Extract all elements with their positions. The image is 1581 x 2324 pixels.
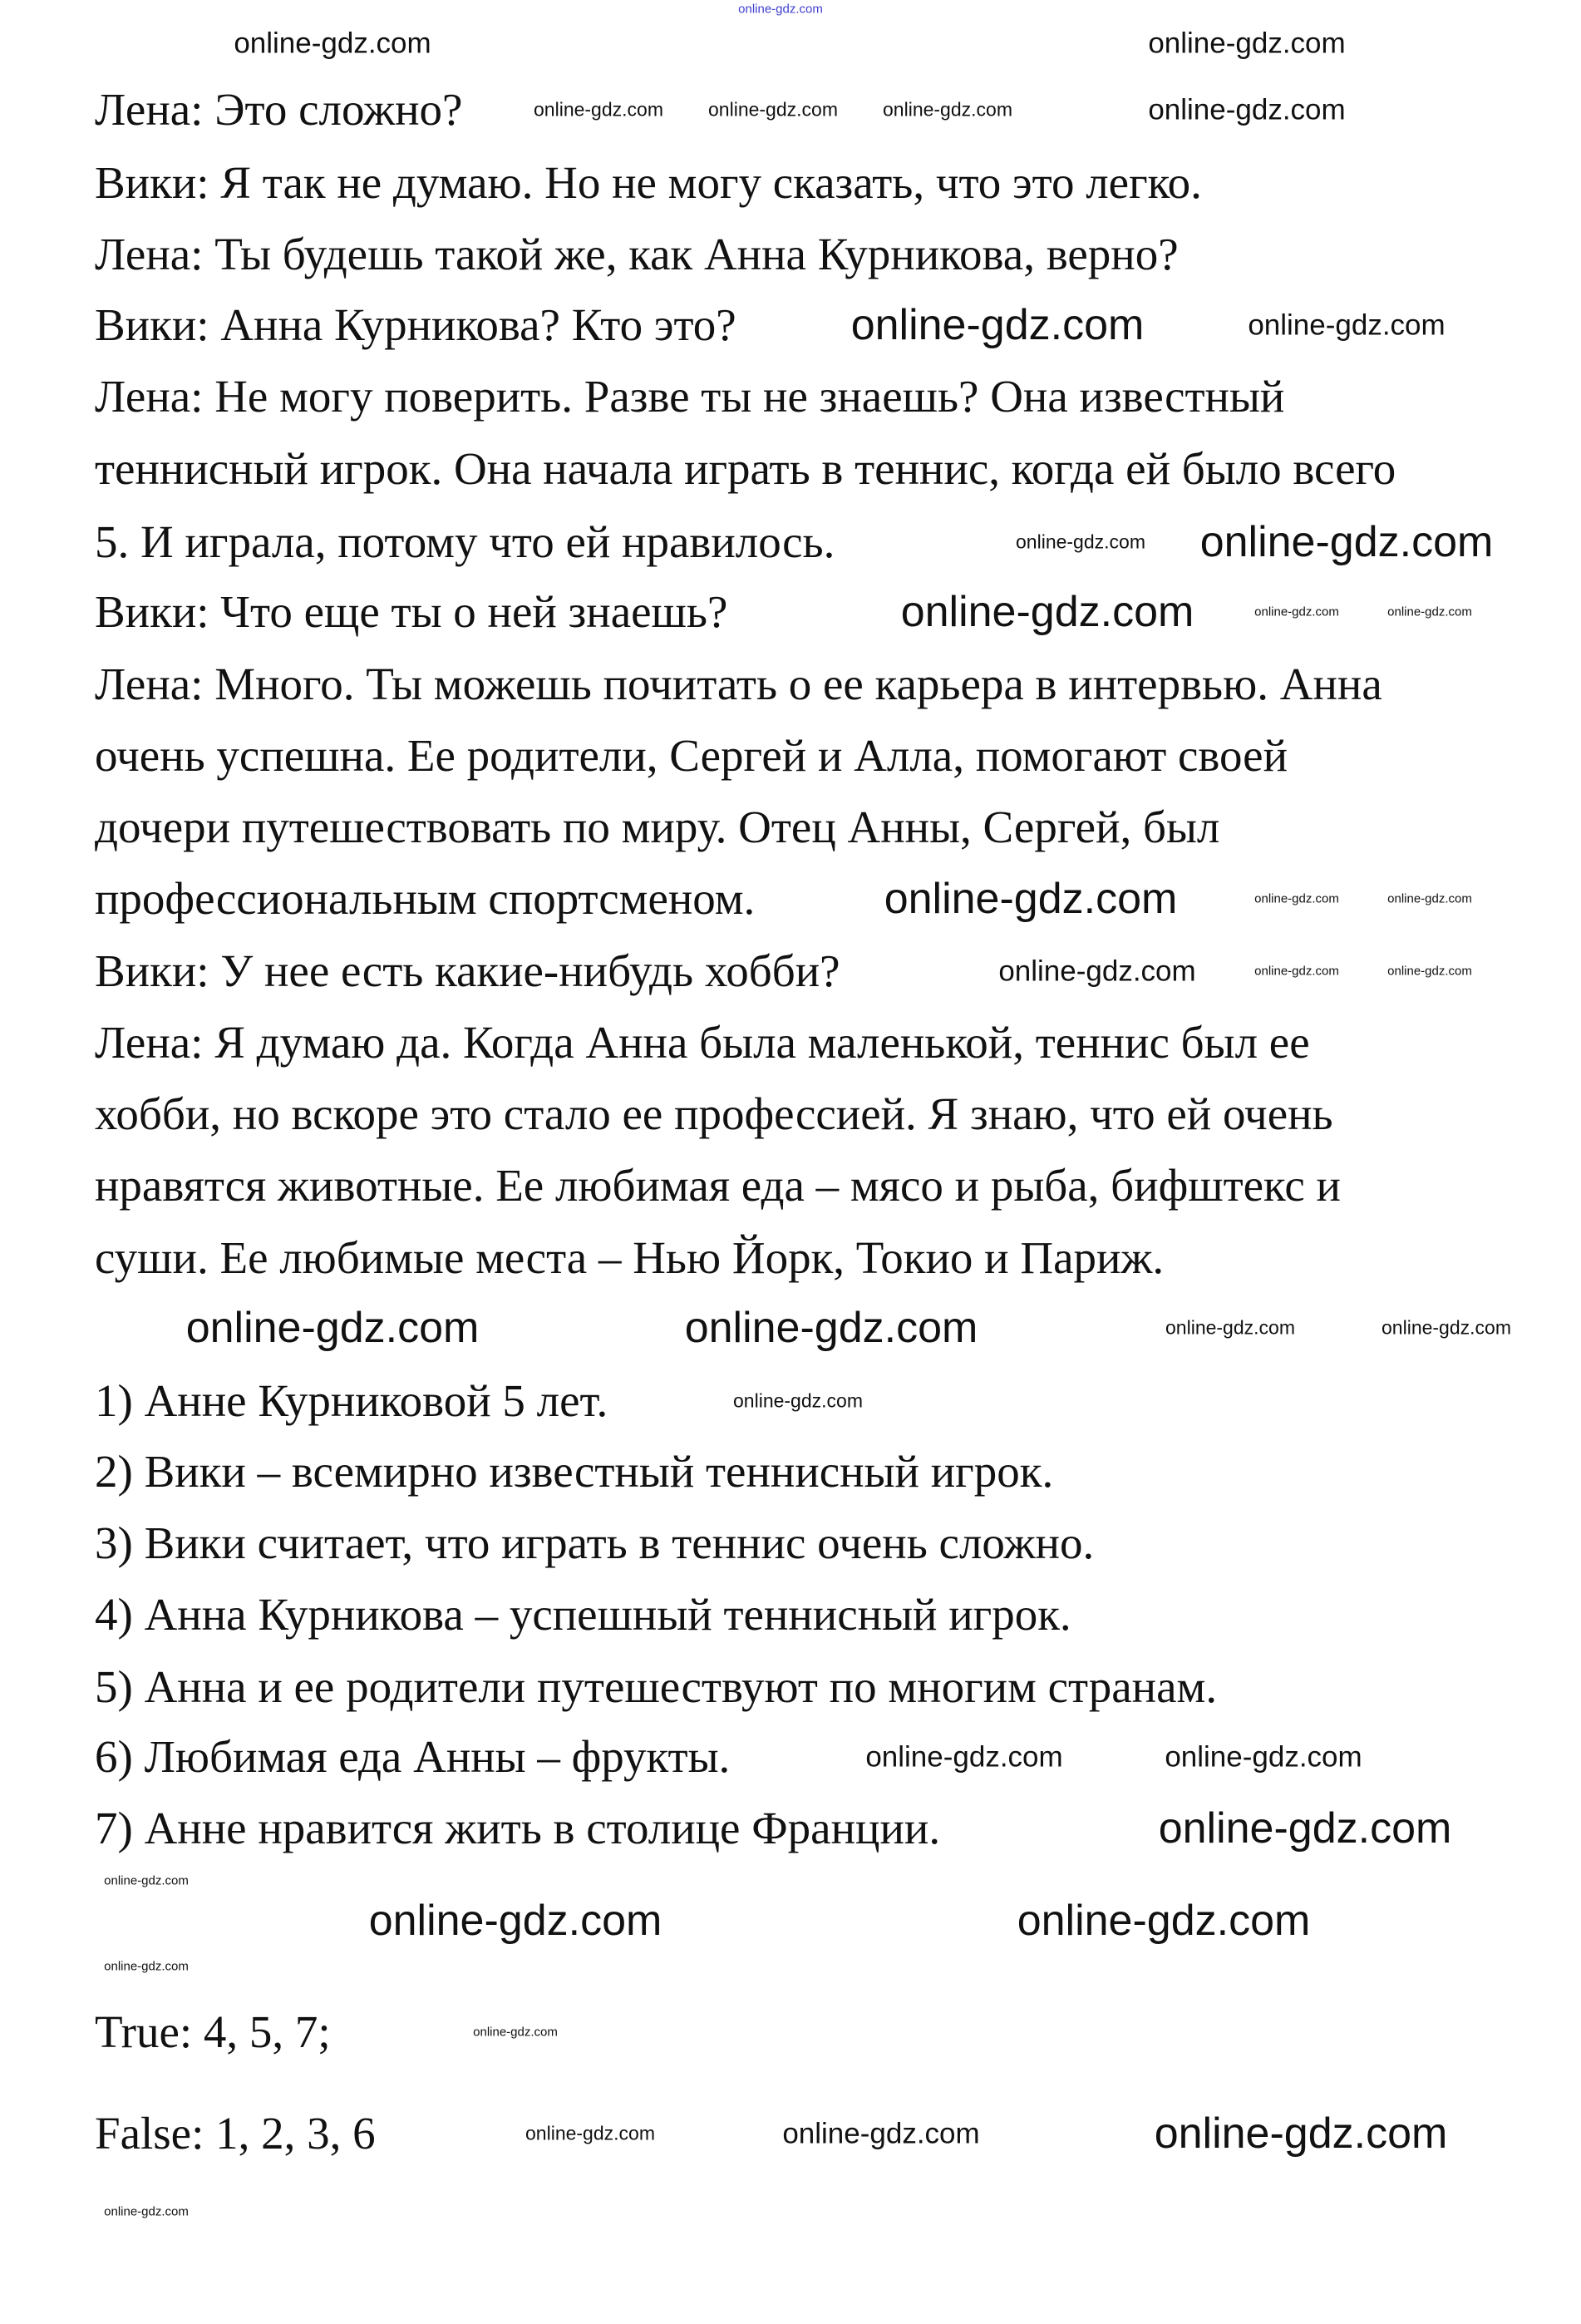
watermark: online-gdz.com [104, 1959, 189, 1974]
watermark: online-gdz.com [884, 875, 1178, 923]
watermark: online-gdz.com [534, 98, 663, 121]
watermark: online-gdz.com [368, 1897, 662, 1945]
watermark: online-gdz.com [1254, 891, 1339, 906]
watermark: online-gdz.com [1254, 964, 1339, 979]
watermark: online-gdz.com [900, 588, 1194, 636]
watermark: online-gdz.com [1148, 27, 1346, 60]
watermark: online-gdz.com [1382, 1316, 1511, 1339]
statement: 4) Анна Курникова – успешный теннисный игрок. [95, 1589, 1071, 1640]
watermark: online-gdz.com [865, 1740, 1063, 1774]
watermark: online-gdz.com [234, 27, 431, 60]
watermark: online-gdz.com [782, 2117, 980, 2150]
watermark: online-gdz.com [733, 1389, 863, 1412]
dialogue-line: теннисный игрок. Она начала играть в теннис, когда ей было всего [95, 443, 1396, 494]
watermark: online-gdz.com [1165, 1316, 1295, 1339]
watermark: online-gdz.com [185, 1304, 480, 1352]
watermark: online-gdz.com [473, 2025, 558, 2040]
watermark: online-gdz.com [525, 2122, 655, 2144]
dialogue-line: Лена: Много. Ты можешь почитать о ее карьера в интервью. Анна [95, 659, 1382, 709]
dialogue-line: дочери путешествовать по миру. Отец Анны, Сергей, был [95, 802, 1220, 852]
statement: 5) Анна и ее родители путешествуют по многим странам. [95, 1661, 1218, 1712]
dialogue-line: Вики: У нее есть какие-нибудь хобби? [95, 945, 840, 996]
watermark: online-gdz.com [1387, 604, 1472, 619]
dialogue-line: Лена: Не могу поверить. Разве ты не знаешь? Она известный [95, 371, 1285, 422]
dialogue-line: Лена: Я думаю да. Когда Анна была маленькой, теннис был ее [95, 1017, 1310, 1068]
watermark: online-gdz.com [684, 1304, 978, 1352]
watermark: online-gdz.com [738, 2, 823, 17]
answer-false: False: 1, 2, 3, 6 [95, 2108, 376, 2159]
statement: 6) Любимая еда Анны – фрукты. [95, 1731, 731, 1782]
watermark: online-gdz.com [1158, 1804, 1452, 1853]
watermark: online-gdz.com [1165, 1740, 1362, 1774]
dialogue-line: Лена: Это сложно? [95, 84, 463, 135]
dialogue-line: суши. Ее любимые места – Нью Йорк, Токио и Париж. [95, 1232, 1165, 1283]
dialogue-line: профессиональным спортсменом. [95, 873, 756, 924]
watermark: online-gdz.com [104, 2204, 189, 2219]
watermark: online-gdz.com [1016, 530, 1145, 553]
statement: 2) Вики – всемирно известный теннисный игрок. [95, 1446, 1054, 1497]
dialogue-line: Вики: Я так не думаю. Но не могу сказать, что это легко. [95, 157, 1202, 208]
watermark: online-gdz.com [1148, 93, 1346, 126]
watermark: online-gdz.com [1387, 964, 1472, 979]
watermark: online-gdz.com [1199, 518, 1494, 566]
statement: 7) Анне нравится жить в столице Франции. [95, 1803, 941, 1853]
dialogue-line: хобби, но вскоре это стало ее профессией. Я знаю, что ей очень [95, 1088, 1333, 1139]
watermark: online-gdz.com [1387, 891, 1472, 906]
answer-true: True: 4, 5, 7; [95, 2006, 331, 2057]
watermark: online-gdz.com [998, 955, 1196, 988]
watermark: online-gdz.com [708, 98, 838, 121]
dialogue-line: Лена: Ты будешь такой же, как Анна Курникова, верно? [95, 229, 1179, 279]
watermark: online-gdz.com [1254, 604, 1339, 619]
watermark: online-gdz.com [883, 98, 1012, 121]
watermark: online-gdz.com [850, 301, 1145, 349]
dialogue-line: Вики: Что еще ты о ней знаешь? [95, 586, 728, 637]
watermark: online-gdz.com [1248, 308, 1446, 342]
watermark: online-gdz.com [104, 1873, 189, 1888]
dialogue-line: нравятся животные. Ее любимая еда – мясо и рыба, бифштекс и [95, 1160, 1341, 1211]
dialogue-line: Вики: Анна Курникова? Кто это? [95, 299, 736, 350]
statement: 3) Вики считает, что играть в теннис очень сложно. [95, 1517, 1095, 1568]
watermark: online-gdz.com [1017, 1897, 1311, 1945]
dialogue-line: очень успешна. Ее родители, Сергей и Алла, помогают своей [95, 730, 1288, 781]
dialogue-line: 5. И играла, потому что ей нравилось. [95, 516, 835, 567]
statement: 1) Анне Курниковой 5 лет. [95, 1375, 608, 1426]
watermark: online-gdz.com [1154, 2109, 1448, 2158]
